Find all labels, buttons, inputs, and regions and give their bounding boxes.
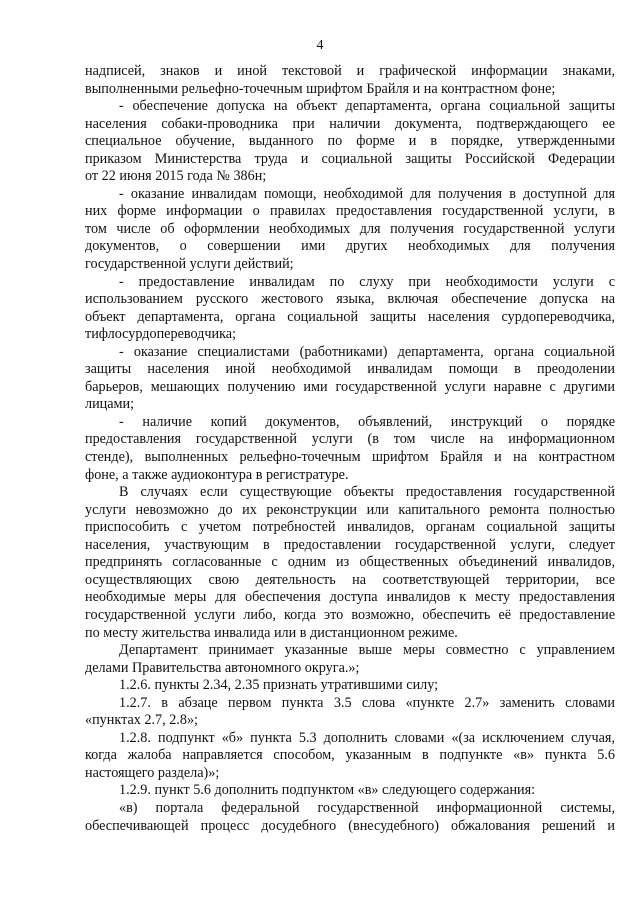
text-line: 1.2.7. в абзаце первом пункта 3.5 слова «пункте 2.7» заменить словами	[119, 694, 615, 711]
text-line: надписей, знаков и иной текстовой и графической информации знаками,	[85, 63, 615, 79]
paragraph	[85, 414, 615, 484]
text-line: по месту жительства инвалида или в дистанционном режиме.	[85, 624, 458, 641]
paragraph	[85, 642, 615, 677]
text-line: выполненными рельефно-точечным шрифтом Брайля и на контрастном фоне;	[85, 80, 556, 97]
text-line: лицами;	[85, 396, 135, 413]
text-line: от 22 июня 2015 года № 386н;	[85, 168, 267, 185]
text-line: приспособить с учетом потребностей инвалидов, органам социальной защиты	[85, 519, 615, 536]
text-line: специальное обучение, выданного по форме и в порядке, утвержденными	[85, 133, 615, 150]
text-line: стенде), выполненных рельефно-точечным шрифтом Брайля и на контрастном	[85, 449, 615, 466]
page-number: 4	[316, 38, 324, 53]
text-line: настоящего раздела)»;	[85, 764, 220, 781]
paragraph	[85, 484, 615, 642]
text-line: 1.2.6. пункты 2.34, 2.35 признать утратившими силу;	[119, 677, 439, 694]
text-line: когда жалоба направляется способом, указанным в подпункте «в» пункта 5.6	[85, 747, 615, 764]
text-line: населения, участвующим в предоставлении государственной услуги, следует	[85, 536, 615, 553]
text-line: «пунктах 2.7, 2.8»;	[85, 712, 198, 729]
text-line: тифлосурдопереводчика;	[85, 326, 237, 343]
text-line: защиты населения иной необходимой инвалидам помощи в преодолении	[85, 361, 615, 378]
text-line: фоне, а также аудиоконтура в регистратуре.	[85, 466, 349, 483]
text-line: документов, о совершении ими других необходимых для получения	[85, 238, 615, 255]
text-line: населения собаки-проводника при наличии документа, подтверждающего ее	[85, 115, 615, 132]
text-line: делами Правительства автономного округа.»;	[85, 659, 360, 676]
text-line: «в) портала федеральной государственной информационной системы,	[119, 799, 615, 816]
text-line: приказом Министерства труда и социальной защиты Российской Федерации	[85, 150, 615, 167]
paragraph	[85, 677, 615, 695]
text-line: услуги невозможно до их реконструкции или капитального ремонта полностью	[85, 501, 615, 518]
text-line: предпринять согласованные с одним из общественных объединений инвалидов,	[85, 554, 615, 571]
text-line: - оказание инвалидам помощи, необходимой для получения в доступной для	[119, 185, 615, 202]
text-line: объект департамента, органа социальной защиты населения сурдопереводчика,	[85, 308, 615, 325]
text-line: осуществляющих свою деятельность на соответствующей территории, все	[85, 571, 615, 588]
text-line: Департамент принимает указанные выше меры совместно с управлением	[119, 642, 615, 659]
text-line: том числе об оформлении необходимых для получения государственной услуги	[85, 220, 615, 237]
text-line: предоставления государственной услуги (в том числе на информационном	[85, 431, 615, 448]
text-line: - оказание специалистами (работниками) департамента, органа социальной	[119, 343, 615, 360]
text-line: 1.2.8. подпункт «б» пункта 5.3 дополнить словами «(за исключением случая,	[119, 729, 615, 746]
paragraph	[85, 98, 615, 186]
text-line: использованием русского жестового языка, включая обеспечение допуска на	[85, 291, 615, 308]
text-line: 1.2.9. пункт 5.6 дополнить подпунктом «в» следующего содержания:	[119, 782, 536, 799]
text-line: - обеспечение допуска на объект департамента, органа социальной защиты	[119, 98, 615, 115]
paragraph	[85, 730, 615, 783]
paragraph	[85, 344, 615, 414]
paragraph	[85, 695, 615, 730]
text-line: В случаях если существующие объекты предоставления государственной	[119, 484, 615, 501]
text-line: государственной услуги действий;	[85, 256, 294, 273]
text-line: необходимые меры для обеспечения доступа инвалидов к месту предоставления	[85, 589, 615, 606]
paragraph	[85, 274, 615, 344]
paragraph	[85, 800, 615, 835]
text-line: них форме информации о правилах предоставления государственной услуги, в	[85, 203, 615, 220]
text-line: - предоставление инвалидам по слуху при необходимости услуги с	[119, 273, 615, 290]
text-line: обеспечивающей процесс досудебного (внесудебного) обжалования решений и	[85, 817, 615, 834]
paragraph	[85, 63, 615, 98]
document-body	[85, 63, 615, 835]
paragraph	[85, 186, 615, 274]
text-line: барьеров, мешающих получению ими государственной услуги наравне с другими	[85, 378, 615, 395]
text-line: - наличие копий документов, объявлений, инструкций о порядке	[119, 413, 615, 430]
text-line: государственной услуги либо, когда это возможно, обеспечить её предоставление	[85, 606, 615, 623]
paragraph	[85, 782, 615, 800]
